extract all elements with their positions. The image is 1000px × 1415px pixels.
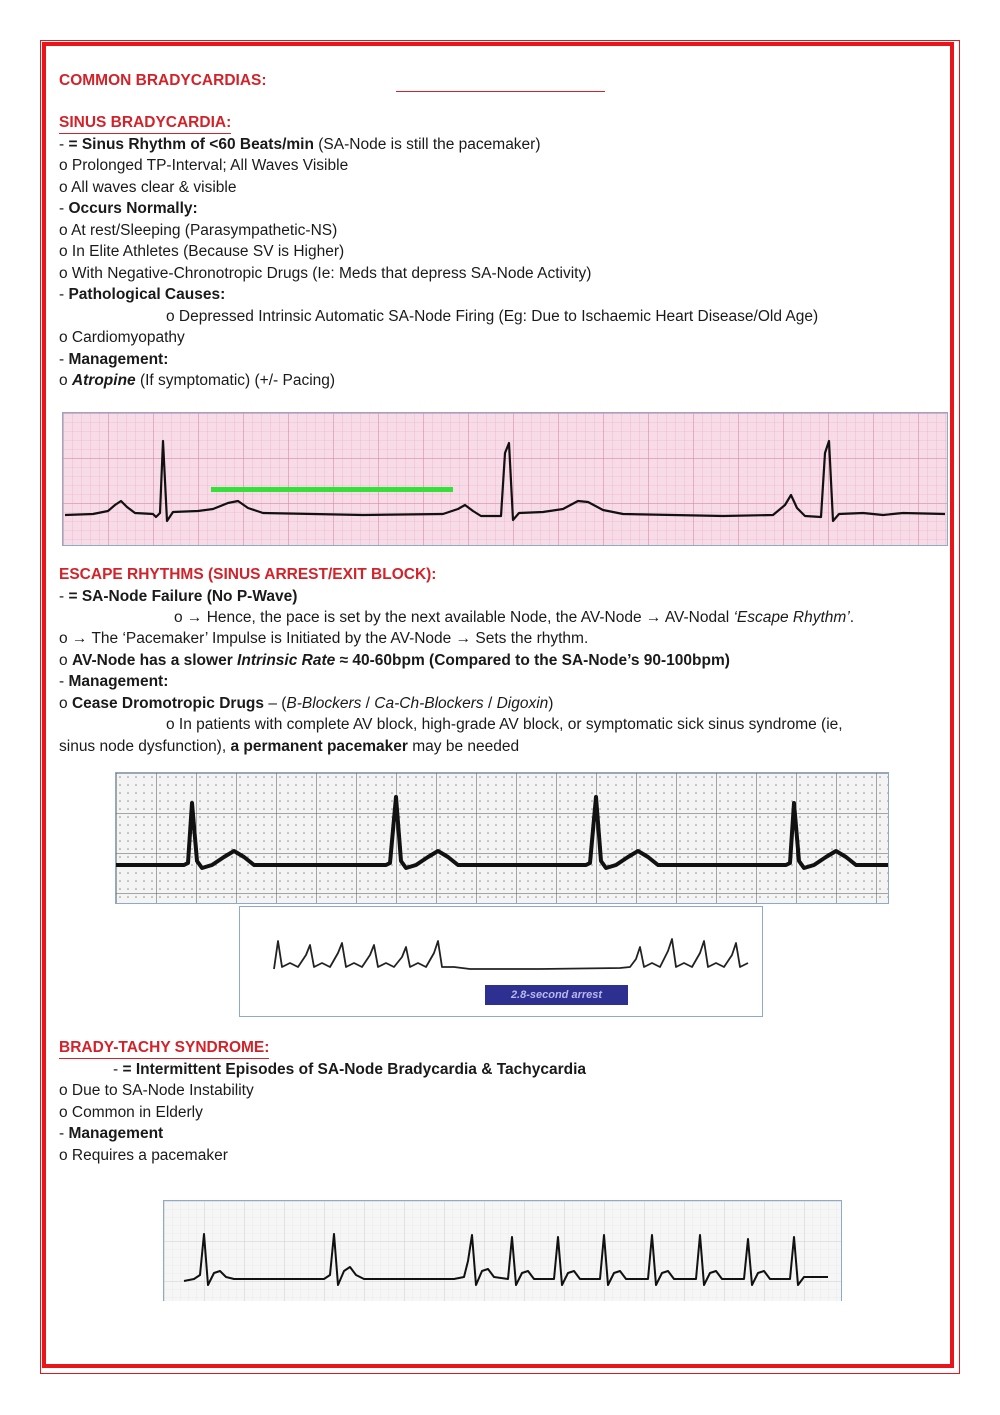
- escape-heading: ESCAPE RHYTHMS (SINUS ARREST/EXIT BLOCK):: [59, 566, 437, 583]
- sinus-line-1: - = Sinus Rhythm of <60 Beats/min (SA-Node is still the pacemaker): [59, 136, 541, 153]
- page-title: COMMON BRADYCARDIAS:: [59, 72, 267, 89]
- bradytachy-line-5: o Requires a pacemaker: [59, 1147, 228, 1164]
- bradytachy-line-1: - = Intermittent Episodes of SA-Node Bradycardia & Tachycardia: [113, 1061, 587, 1078]
- sinus-line-12: o Atropine (If symptomatic) (+/- Pacing): [59, 372, 336, 389]
- bradytachy-heading: BRADY-TACHY SYNDROME:: [59, 1038, 269, 1059]
- escape-line-1: - = SA-Node Failure (No P-Wave): [59, 588, 298, 605]
- tp-interval-marker: [211, 487, 453, 492]
- sinus-line-2: o Prolonged TP-Interval; All Waves Visible: [59, 157, 349, 174]
- sinus-line-7: o With Negative-Chronotropic Drugs (Ie: Meds that depress SA-Node Activity): [59, 265, 592, 282]
- bradytachy-line-2: o Due to SA-Node Instability: [59, 1082, 254, 1099]
- sinus-line-3: o All waves clear & visible: [59, 179, 237, 196]
- sinus-line-6: o In Elite Athletes (Because SV is Higher): [59, 243, 345, 260]
- sinus-line-5: o At rest/Sleeping (Parasympathetic-NS): [59, 222, 338, 239]
- escape-line-6: o Cease Dromotropic Drugs – (B-Blockers / Ca-Ch-Blockers / Digoxin): [59, 695, 554, 712]
- escape-line-8: sinus node dysfunction), a permanent pacemaker may be needed: [59, 738, 520, 755]
- ecg-strip-brady-tachy: [163, 1200, 842, 1301]
- sinus-line-8: - Pathological Causes:: [59, 286, 226, 303]
- escape-line-5: - Management:: [59, 673, 169, 690]
- bradytachy-line-3: o Common in Elderly: [59, 1104, 203, 1121]
- sinus-line-10: o Cardiomyopathy: [59, 329, 185, 346]
- sinus-line-11: - Management:: [59, 351, 169, 368]
- escape-line-3: o → The ‘Pacemaker’ Impulse is Initiated by the AV-Node → Sets the rhythm.: [59, 630, 589, 647]
- sinus-heading: SINUS BRADYCARDIA:: [59, 113, 231, 134]
- ecg-strip-junctional-escape: [115, 772, 889, 904]
- escape-line-4: o AV-Node has a slower Intrinsic Rate ≈ 40-60bpm (Compared to the SA-Node’s 90-100bpm): [59, 652, 730, 669]
- bradytachy-line-4: - Management: [59, 1125, 164, 1142]
- sinus-line-9: o Depressed Intrinsic Automatic SA-Node Firing (Eg: Due to Ischaemic Heart Disease/Old Age): [166, 308, 819, 325]
- arrest-duration-label: 2.8-second arrest: [485, 985, 628, 1005]
- escape-line-7: o In patients with complete AV block, high-grade AV block, or symptomatic sick sinus syndrome (ie,: [166, 716, 843, 733]
- title-rule: [396, 91, 605, 92]
- sinus-line-4: - Occurs Normally:: [59, 200, 198, 217]
- ecg-strip-sinus-arrest: [239, 906, 763, 1017]
- escape-line-2: o → Hence, the pace is set by the next available Node, the AV-Node → AV-Nodal ‘Escape Rhythm’.: [174, 609, 855, 626]
- ecg-strip-sinus-bradycardia: [62, 412, 948, 546]
